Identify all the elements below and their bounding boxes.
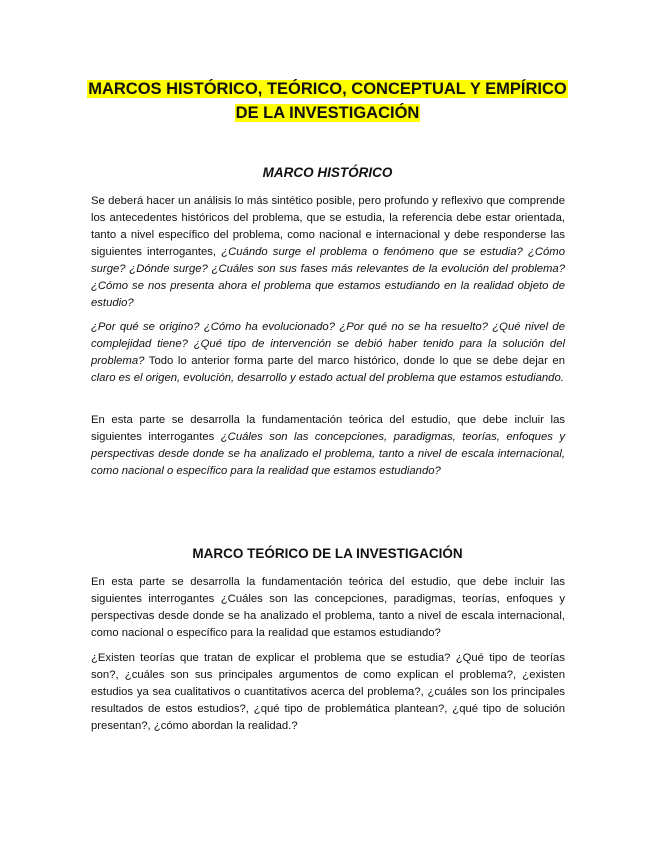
paragraph-historico-2-ending: claro es el origen, evolución, desarrollo y estado actual del problema que estamos estudiando.: [91, 372, 564, 384]
paragraph-historico-3-text: En esta parte se desarrolla la fundamentación teórica del estudio, que debe incluir las siguientes interrogantes: [91, 414, 565, 443]
document-title: [60, 77, 595, 125]
paragraph-historico-3-questions: ¿Cuáles son las concepciones, paradigmas, teorías, enfoques y perspectivas desde donde se ha analizado el problema, tanto a nivel de escala internacional, como nacional o específico para la realidad que estamos estudiando?: [91, 431, 565, 477]
paragraph-historico-2-questions: ¿Por qué se origino? ¿Cómo ha evolucionado? ¿Por qué no se ha resuelto? ¿Qué nivel de complejidad tiene? ¿Qué tipo de intervención se debió haber tenido para la solución del problema?: [91, 321, 565, 367]
document-title-line-1: MARCOS HISTÓRICO, TEÓRICO, CONCEPTUAL Y EMPÍRICO: [88, 80, 567, 98]
paragraph-teorico-1: En esta parte se desarrolla la fundamentación teórica del estudio, que debe incluir las siguientes interrogantes ¿Cuáles son las concepciones, paradigmas, teorías, enfoques y perspectivas desde donde se ha analizado el problema, tanto a nivel de escala internacional, como nacional o específico para la realidad que estamos estudiando?: [91, 576, 565, 639]
paragraph-historico-1-questions: ¿Cuándo surge el problema o fenómeno que se estudia? ¿Cómo surge? ¿Dónde surge? ¿Cuáles son sus fases más relevantes de la evolución del problema? ¿Cómo se nos presenta ahora el problema que estamos estudiando en la realidad objeto de estudio?: [91, 246, 565, 309]
heading-marco-historico: MARCO HISTÓRICO: [262, 165, 393, 180]
paragraph-historico-3: [91, 412, 565, 480]
heading-marco-teorico: MARCO TEÓRICO DE LA INVESTIGACIÓN: [192, 546, 463, 561]
paragraph-historico-2-text: Todo lo anterior forma parte del marco histórico, donde lo que se debe dejar en: [144, 355, 565, 367]
document-title-line-2: DE LA INVESTIGACIÓN: [235, 104, 420, 122]
paragraph-teorico-2: ¿Existen teorías que tratan de explicar el problema que se estudia? ¿Qué tipo de teorías son?, ¿cuáles son sus principales argumentos de como explican el problema?, ¿existen estudios ya sea cualitativos o cuantitativos acerca del problema?, ¿cuáles son los principales resultados de estos estudios?, ¿qué tipo de problemática plantean?, ¿qué tipo de solución presentan?, ¿cómo abordan la realidad.?: [91, 652, 565, 732]
paragraph-historico-2: [91, 319, 565, 387]
paragraph-historico-1-text: Se deberá hacer un análisis lo más sintético posible, pero profundo y reflexivo que comprende los antecedentes históricos del problema, que se estudia, la referencia debe estar orientada, tanto a nivel específico del problema, como nacional e internacional y debe responderse las siguientes interrogantes,: [91, 195, 565, 258]
paragraph-historico-1: [91, 193, 565, 312]
